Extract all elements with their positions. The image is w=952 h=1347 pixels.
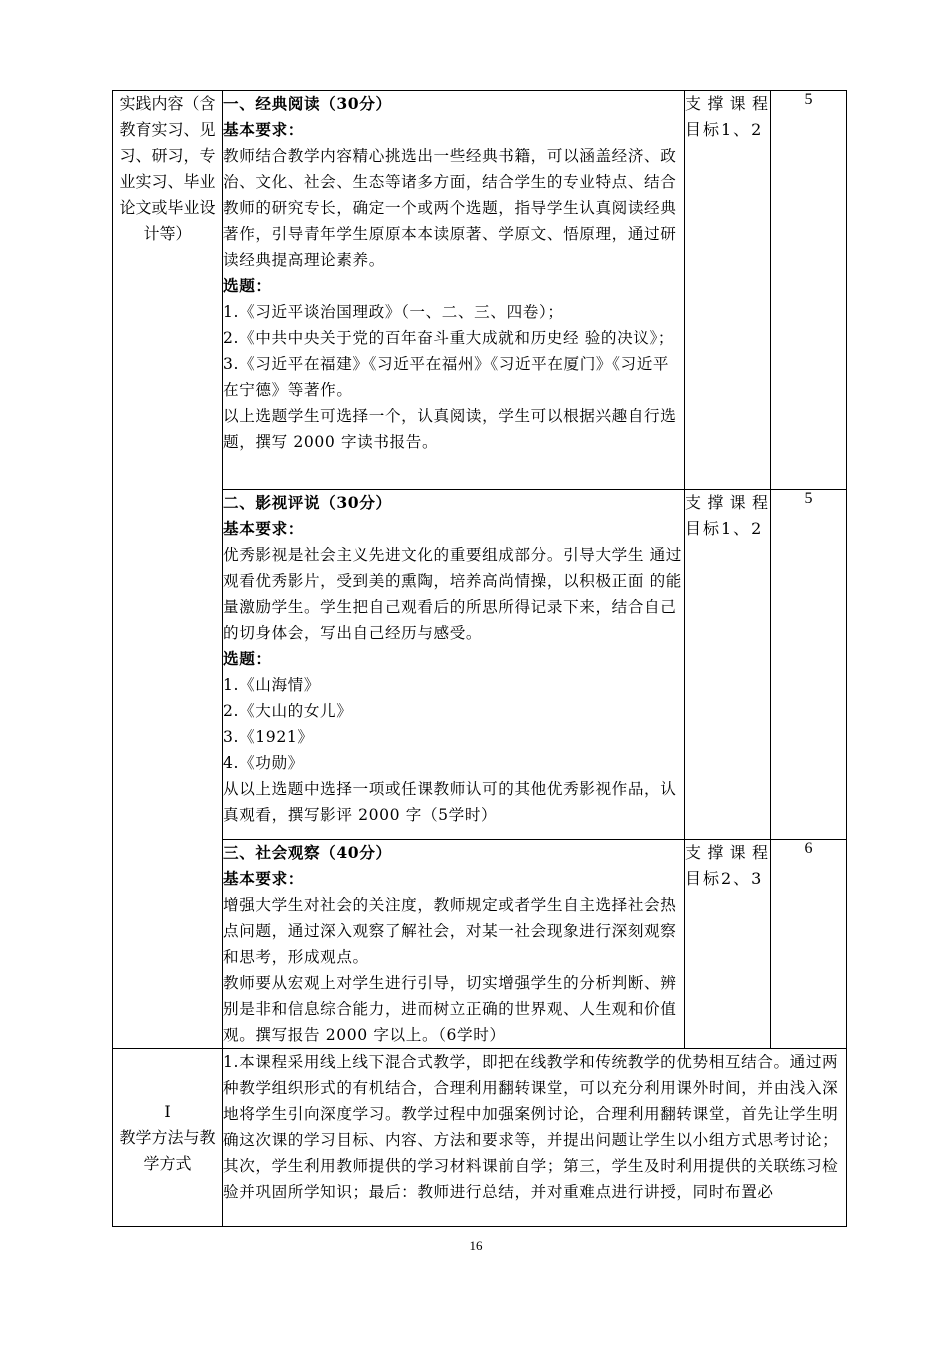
- topic-item: 4.《功勋》: [223, 754, 304, 772]
- requirement-text: 教师结合教学内容精心挑选出一些经典书籍，可以涵盖经济、政治、文化、社会、生态等诸多方面，结合学生的专业特点、结合教师的研究专长，确定一个或两个选题，指导学生认真阅读经典著作，引导青年学生原原本本读原著、学原文、悟原理，通过研读经典提高理论素养。: [223, 147, 677, 269]
- section-heading: 二、影视评说（30分）: [223, 493, 392, 512]
- support-text: 支撑课程目标2、3: [685, 843, 770, 888]
- section-heading: 三、社会观察（40分）: [223, 843, 392, 862]
- topic-item: 1.《习近平谈治国理政》（一、二、三、四卷）；: [223, 303, 564, 321]
- hours-cell: [771, 91, 847, 490]
- content-cell: [223, 840, 685, 1049]
- method-category-cell: [113, 1049, 223, 1227]
- table-row: [113, 1049, 847, 1227]
- category-label: 实践内容（含教育实习、见习、研习，专业实习、毕业论文或毕业设计等）: [119, 94, 216, 243]
- closing-text: 从以上选题中选择一项或任课教师认可的其他优秀影视作品，认真观看，撰写影评 2000 字（5学时）: [223, 780, 677, 824]
- hours-value: 5: [804, 91, 813, 108]
- topic-label: 选题：: [223, 276, 272, 295]
- page-number: 16: [469, 1238, 483, 1253]
- guidance-text: 教师要从宏观上对学生进行引导，切实增强学生的分析判断、辨别是非和信息综合能力，进而树立正确的世界观、人生观和价值观。撰写报告 2000 字以上。（6学时）: [223, 974, 677, 1044]
- hours-value: 5: [804, 490, 813, 507]
- support-cell: [685, 490, 771, 840]
- requirement-label: 基本要求：: [223, 869, 304, 888]
- hours-value: 6: [804, 840, 813, 857]
- method-text: 1.本课程采用线上线下混合式教学，即把在线教学和传统教学的优势相互结合。通过两种教学组织形式的有机结合，合理利用翻转课堂，可以充分利用课外时间，并由浅入深地将学生引向深度学习。教学过程中加强案例讨论，合理利用翻转课堂，首先让学生明确这次课的学习目标、内容、方法和要求等，并提出问题让学生以小组方式思考讨论；其次，学生利用教师提供的学习材料课前自学；第三，学生及时利用提供的关联练习检验并巩固所学知识；最后：教师进行总结，并对重难点进行讲授，同时布置必: [223, 1053, 839, 1201]
- method-category-label: 教学方法与教学方式: [119, 1127, 216, 1173]
- support-cell: [685, 91, 771, 490]
- topic-label: 选题：: [223, 649, 272, 668]
- method-content-cell: [223, 1049, 847, 1227]
- requirement-label: 基本要求：: [223, 519, 304, 538]
- topic-item: 2.《大山的女儿》: [223, 702, 353, 720]
- content-cell: [223, 490, 685, 840]
- closing-text: 以上选题学生可选择一个，认真阅读，学生可以根据兴趣自行选题，撰写 2000 字读书报告。: [223, 407, 677, 451]
- table-row: [113, 490, 847, 840]
- table-row: [113, 91, 847, 490]
- section-heading: 一、经典阅读（30分）: [223, 94, 392, 113]
- hours-cell: [771, 490, 847, 840]
- hours-cell: [771, 840, 847, 1049]
- topic-item: 1.《山海情》: [223, 676, 321, 694]
- support-text: 支撑课程目标1、2: [685, 94, 770, 139]
- requirement-text: 优秀影视是社会主义先进文化的重要组成部分。引导大学生 通过观看优秀影片，受到美的熏陶，培养高尚情操，以积极正面 的能量激励学生。学生把自己观看后的所思所得记录下来，结合自己的切身体会，写出自己经历与感受。: [223, 546, 682, 642]
- course-practice-table: [112, 90, 847, 1227]
- topic-item: 2.《中共中央关于党的百年奋斗重大成就和历史经 验的决议》；: [223, 329, 675, 347]
- support-text: 支撑课程目标1、2: [685, 493, 770, 538]
- requirement-label: 基本要求：: [223, 120, 304, 139]
- topic-item: 3.《1921》: [223, 728, 314, 746]
- requirement-text: 增强大学生对社会的关注度，教师规定或者学生自主选择社会热点问题，通过深入观察了解社会，对某一社会现象进行深刻观察和思考，形成观点。: [223, 896, 677, 966]
- table-row: [113, 840, 847, 1049]
- roman-numeral: I: [164, 1101, 171, 1121]
- content-cell: [223, 91, 685, 490]
- category-cell: [113, 91, 223, 1049]
- topic-item: 3.《习近平在福建》《习近平在福州》《习近平在厦门》《习近平在宁德》等著作。: [223, 355, 670, 399]
- support-cell: [685, 840, 771, 1049]
